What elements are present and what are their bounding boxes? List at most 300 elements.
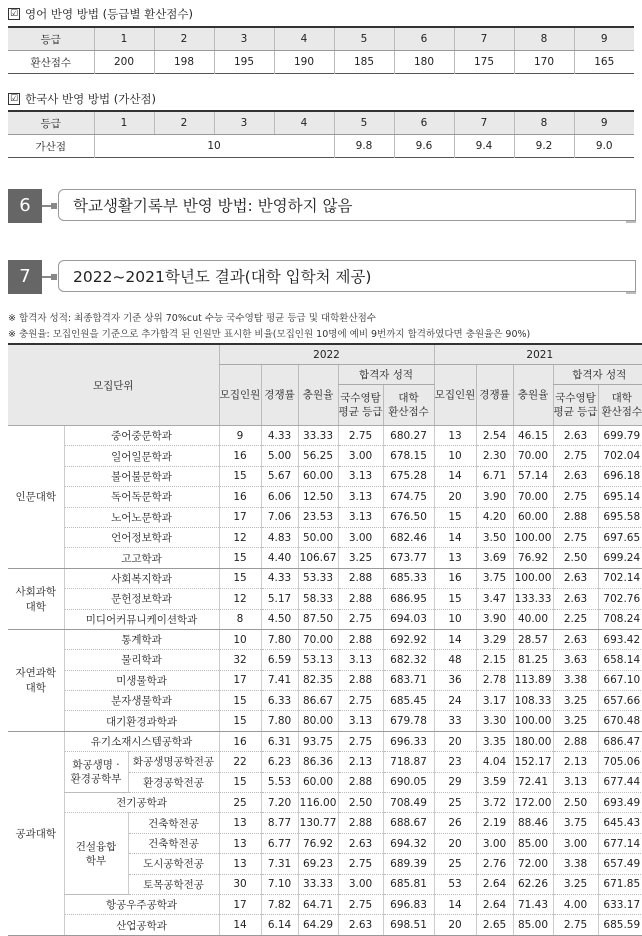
dept-cell: 산업공학과 <box>64 915 219 935</box>
value-cell: 17 <box>219 894 261 914</box>
dept-cell: 물리학과 <box>64 650 219 670</box>
value-cell: 15 <box>219 772 261 792</box>
value-cell: 2.88 <box>338 589 383 609</box>
value-cell: 12 <box>219 527 261 547</box>
bonus-cell: 9.6 <box>394 135 454 158</box>
value-cell: 36 <box>434 670 476 690</box>
value-cell: 3.25 <box>338 548 383 568</box>
value-cell: 15 <box>219 691 261 711</box>
dept-cell: 일어일문학과 <box>64 446 219 466</box>
value-cell: 2.63 <box>553 568 598 588</box>
value-cell: 25 <box>434 854 476 874</box>
fill-rate-header: 충원율 <box>513 365 553 426</box>
note-passer-scores: ※ 합격자 성적: 최종합격자 기준 상위 70%cut 수능 국수영탐 평균 등급 및 대학환산점수 <box>8 310 376 324</box>
year-2022-header: 2022 <box>219 344 434 365</box>
value-cell: 14 <box>434 527 476 547</box>
grade-cell: 3 <box>214 27 274 51</box>
value-cell: 2.54 <box>476 426 513 446</box>
value-cell: 677.44 <box>598 772 642 792</box>
value-cell: 70.00 <box>513 487 553 507</box>
connector-dot <box>51 274 57 280</box>
value-cell: 3.13 <box>338 711 383 731</box>
value-cell: 3.35 <box>476 731 513 751</box>
value-cell: 6.06 <box>261 487 298 507</box>
value-cell: 696.83 <box>383 894 434 914</box>
value-cell: 2.88 <box>338 772 383 792</box>
history-title-text: 한국사 반영 방법 (가산점) <box>25 91 156 107</box>
section-7-title: 2022~2021학년도 결과(대학 입학처 제공) <box>58 260 636 292</box>
english-grade-table <box>8 26 634 74</box>
grade-header-label: 등급 <box>8 111 94 135</box>
score-cell: 190 <box>274 51 334 74</box>
value-cell: 2.75 <box>553 527 598 547</box>
value-cell: 4.00 <box>553 894 598 914</box>
dept-cell: 도시공학전공 <box>128 854 219 874</box>
value-cell: 57.14 <box>513 466 553 486</box>
value-cell: 6.77 <box>261 833 298 853</box>
value-cell: 6.33 <box>261 691 298 711</box>
grade-header-label: 등급 <box>8 27 94 51</box>
value-cell: 76.92 <box>513 548 553 568</box>
dept-cell: 건축학전공 <box>128 813 219 833</box>
dept-cell: 불어불문학과 <box>64 466 219 486</box>
value-cell: 3.00 <box>338 446 383 466</box>
value-cell: 678.15 <box>383 446 434 466</box>
value-cell: 2.13 <box>338 752 383 772</box>
value-cell: 2.63 <box>553 629 598 649</box>
value-cell: 3.13 <box>338 650 383 670</box>
score-cell: 180 <box>394 51 454 74</box>
value-cell: 695.58 <box>598 507 642 527</box>
value-cell: 46.15 <box>513 426 553 446</box>
value-cell: 702.04 <box>598 446 642 466</box>
college-name-line: 대학 <box>26 682 46 694</box>
grade-cell: 1 <box>94 27 154 51</box>
passer-scores-header: 합격자 성적 <box>338 365 434 385</box>
header-line: 평균 등급 <box>554 406 598 418</box>
value-cell: 50.00 <box>298 527 338 547</box>
value-cell: 2.75 <box>338 426 383 446</box>
unit-header: 모집단위 <box>8 344 219 426</box>
dept-cell: 분자생물학과 <box>64 691 219 711</box>
value-cell: 2.88 <box>553 507 598 527</box>
value-cell: 7.20 <box>261 793 298 813</box>
value-cell: 22 <box>219 752 261 772</box>
recruit-header: 모집인원 <box>434 365 476 426</box>
value-cell: 76.92 <box>298 833 338 853</box>
bonus-cell: 9.2 <box>514 135 574 158</box>
value-cell: 8.77 <box>261 813 298 833</box>
dept-cell: 문헌정보학과 <box>64 589 219 609</box>
college-cell <box>8 426 64 569</box>
value-cell: 699.79 <box>598 426 642 446</box>
value-cell: 657.49 <box>598 854 642 874</box>
value-cell: 657.66 <box>598 691 642 711</box>
score-cell: 195 <box>214 51 274 74</box>
value-cell: 679.78 <box>383 711 434 731</box>
value-cell: 698.51 <box>383 915 434 935</box>
history-section-title <box>8 91 156 107</box>
value-cell: 685.45 <box>383 691 434 711</box>
value-cell: 675.28 <box>383 466 434 486</box>
value-cell: 2.75 <box>338 609 383 629</box>
college-name-line: 자연과학 <box>15 667 56 679</box>
table-row <box>8 894 642 914</box>
grade-cell: 7 <box>454 111 514 135</box>
college-name-line: 인문대학 <box>15 491 56 503</box>
bonus-row-label: 가산점 <box>8 135 94 158</box>
passer-scores-header: 합격자 성적 <box>553 365 642 385</box>
value-cell: 100.00 <box>513 711 553 731</box>
value-cell: 696.18 <box>598 466 642 486</box>
value-cell: 3.00 <box>338 874 383 894</box>
value-cell: 2.50 <box>553 548 598 568</box>
value-cell: 693.49 <box>598 793 642 813</box>
value-cell: 15 <box>219 568 261 588</box>
value-cell: 3.75 <box>553 813 598 833</box>
grade-cell: 2 <box>154 27 214 51</box>
grade-cell: 6 <box>394 27 454 51</box>
value-cell: 673.77 <box>383 548 434 568</box>
header-line: 대학 <box>398 392 418 404</box>
value-cell: 2.75 <box>553 487 598 507</box>
value-cell: 56.25 <box>298 446 338 466</box>
value-cell: 13 <box>219 833 261 853</box>
value-cell: 23 <box>434 752 476 772</box>
grade-cell: 9 <box>574 111 634 135</box>
section-number-badge: 6 <box>8 189 42 223</box>
header-line: 국수영탐 <box>555 392 596 404</box>
value-cell: 40.00 <box>513 609 553 629</box>
value-cell: 71.43 <box>513 894 553 914</box>
value-cell: 702.76 <box>598 589 642 609</box>
value-cell: 13 <box>434 426 476 446</box>
value-cell: 686.47 <box>598 731 642 751</box>
value-cell: 3.25 <box>553 874 598 894</box>
history-grade-table <box>8 110 634 158</box>
grade-cell: 4 <box>274 27 334 51</box>
college-cell <box>8 731 64 935</box>
table-row <box>8 609 642 629</box>
value-cell: 4.50 <box>261 609 298 629</box>
table-row <box>8 670 642 690</box>
value-cell: 2.88 <box>338 568 383 588</box>
value-cell: 80.00 <box>298 711 338 731</box>
value-cell: 116.00 <box>298 793 338 813</box>
value-cell: 8 <box>219 609 261 629</box>
value-cell: 9 <box>219 426 261 446</box>
value-cell: 674.75 <box>383 487 434 507</box>
value-cell: 4.40 <box>261 548 298 568</box>
table-row <box>8 915 642 935</box>
value-cell: 152.17 <box>513 752 553 772</box>
table-row <box>8 426 642 446</box>
grade-cell: 8 <box>514 111 574 135</box>
grade-cell: 5 <box>334 111 394 135</box>
value-cell: 72.00 <box>513 854 553 874</box>
value-cell: 708.24 <box>598 609 642 629</box>
dept-cell: 전기공학과 <box>64 793 219 813</box>
value-cell: 694.32 <box>383 833 434 853</box>
value-cell: 13 <box>434 548 476 568</box>
value-cell: 58.33 <box>298 589 338 609</box>
value-cell: 33.33 <box>298 426 338 446</box>
value-cell: 685.81 <box>383 874 434 894</box>
value-cell: 2.63 <box>338 833 383 853</box>
value-cell: 4.33 <box>261 568 298 588</box>
dept-cell: 언어정보학과 <box>64 527 219 547</box>
value-cell: 13 <box>219 854 261 874</box>
value-cell: 7.41 <box>261 670 298 690</box>
dept-cell: 사회복지학과 <box>64 568 219 588</box>
bonus-cell: 9.4 <box>454 135 514 158</box>
value-cell: 60.00 <box>298 466 338 486</box>
dept-cell: 화공생명공학전공 <box>128 752 219 772</box>
value-cell: 88.46 <box>513 813 553 833</box>
value-cell: 17 <box>219 670 261 690</box>
value-cell: 671.85 <box>598 874 642 894</box>
year-2021-header: 2021 <box>434 344 642 365</box>
value-cell: 3.13 <box>553 772 598 792</box>
value-cell: 14 <box>434 466 476 486</box>
grade-cell: 6 <box>394 111 454 135</box>
table-row <box>8 527 642 547</box>
value-cell: 60.00 <box>298 772 338 792</box>
value-cell: 645.43 <box>598 813 642 833</box>
value-cell: 7.06 <box>261 507 298 527</box>
value-cell: 130.77 <box>298 813 338 833</box>
value-cell: 5.67 <box>261 466 298 486</box>
value-cell: 33 <box>434 711 476 731</box>
value-cell: 15 <box>434 507 476 527</box>
univ-score-header <box>598 385 642 426</box>
value-cell: 2.64 <box>476 894 513 914</box>
value-cell: 100.00 <box>513 527 553 547</box>
value-cell: 10 <box>434 446 476 466</box>
value-cell: 2.88 <box>553 731 598 751</box>
table-row <box>8 548 642 568</box>
recruit-header: 모집인원 <box>219 365 261 426</box>
value-cell: 5.00 <box>261 446 298 466</box>
value-cell: 23.53 <box>298 507 338 527</box>
value-cell: 106.67 <box>298 548 338 568</box>
value-cell: 25 <box>434 793 476 813</box>
section-7-banner <box>8 260 636 294</box>
table-row <box>8 446 642 466</box>
grade-cell: 5 <box>334 27 394 51</box>
value-cell: 26 <box>434 813 476 833</box>
checkbox-icon: ☑ <box>8 93 20 105</box>
value-cell: 705.06 <box>598 752 642 772</box>
value-cell: 2.19 <box>476 813 513 833</box>
value-cell: 6.31 <box>261 731 298 751</box>
value-cell: 2.63 <box>553 466 598 486</box>
value-cell: 686.95 <box>383 589 434 609</box>
value-cell: 658.14 <box>598 650 642 670</box>
value-cell: 3.75 <box>476 568 513 588</box>
value-cell: 30 <box>219 874 261 894</box>
value-cell: 685.59 <box>598 915 642 935</box>
sub-division-line: 건설융합 <box>76 841 117 853</box>
value-cell: 48 <box>434 650 476 670</box>
value-cell: 62.26 <box>513 874 553 894</box>
value-cell: 702.14 <box>598 568 642 588</box>
value-cell: 4.04 <box>476 752 513 772</box>
value-cell: 53.13 <box>298 650 338 670</box>
score-cell: 198 <box>154 51 214 74</box>
value-cell: 7.31 <box>261 854 298 874</box>
checkbox-icon: ☑ <box>8 8 20 20</box>
college-name-line: 사회과학 <box>15 586 56 598</box>
value-cell: 20 <box>434 833 476 853</box>
english-title-text: 영어 반영 방법 (등급별 환산점수) <box>25 6 193 22</box>
dept-cell: 중어중문학과 <box>64 426 219 446</box>
bonus-cell: 9.0 <box>574 135 634 158</box>
value-cell: 3.13 <box>338 507 383 527</box>
value-cell: 2.75 <box>553 915 598 935</box>
value-cell: 16 <box>219 446 261 466</box>
score-cell: 185 <box>334 51 394 74</box>
value-cell: 82.35 <box>298 670 338 690</box>
value-cell: 13 <box>219 813 261 833</box>
value-cell: 683.71 <box>383 670 434 690</box>
value-cell: 53 <box>434 874 476 894</box>
grade-cell: 1 <box>94 111 154 135</box>
value-cell: 70.00 <box>298 629 338 649</box>
value-cell: 12.50 <box>298 487 338 507</box>
grade-cell: 9 <box>574 27 634 51</box>
value-cell: 20 <box>434 487 476 507</box>
value-cell: 12 <box>219 589 261 609</box>
fill-rate-header: 충원율 <box>298 365 338 426</box>
value-cell: 3.13 <box>338 466 383 486</box>
value-cell: 7.80 <box>261 711 298 731</box>
college-name-line: 공과대학 <box>15 828 56 840</box>
value-cell: 7.80 <box>261 629 298 649</box>
header-line: 환산점수 <box>388 406 429 418</box>
value-cell: 6.71 <box>476 466 513 486</box>
value-cell: 3.13 <box>338 487 383 507</box>
results-body <box>8 426 642 936</box>
dept-cell: 유기소재시스템공학과 <box>64 731 219 751</box>
value-cell: 3.17 <box>476 691 513 711</box>
value-cell: 3.63 <box>553 650 598 670</box>
table-row <box>8 711 642 731</box>
bonus-merged-cell: 10 <box>94 135 334 158</box>
table-row <box>8 752 642 772</box>
value-cell: 2.65 <box>476 915 513 935</box>
value-cell: 697.65 <box>598 527 642 547</box>
value-cell: 2.50 <box>553 793 598 813</box>
value-cell: 93.75 <box>298 731 338 751</box>
value-cell: 108.33 <box>513 691 553 711</box>
value-cell: 5.53 <box>261 772 298 792</box>
avg-grade-header <box>338 385 383 426</box>
dept-cell: 환경공학전공 <box>128 772 219 792</box>
value-cell: 682.46 <box>383 527 434 547</box>
value-cell: 2.75 <box>338 691 383 711</box>
section-6-title: 학교생활기록부 반영 방법: 반영하지 않음 <box>58 189 636 221</box>
value-cell: 113.89 <box>513 670 553 690</box>
value-cell: 2.75 <box>553 446 598 466</box>
value-cell: 694.03 <box>383 609 434 629</box>
value-cell: 3.47 <box>476 589 513 609</box>
grade-cell: 4 <box>274 111 334 135</box>
note-fill-rate: ※ 충원율: 모집인원을 기준으로 추가합격 된 인원만 표시한 비율(모집인원 10명에 예비 9번까지 합격하였다면 충원율은 90%) <box>8 326 530 340</box>
value-cell: 20 <box>434 915 476 935</box>
value-cell: 3.30 <box>476 711 513 731</box>
value-cell: 100.00 <box>513 568 553 588</box>
value-cell: 2.88 <box>338 813 383 833</box>
header-line: 평균 등급 <box>339 406 383 418</box>
value-cell: 81.25 <box>513 650 553 670</box>
sub-division-cell <box>64 752 128 793</box>
value-cell: 3.00 <box>476 833 513 853</box>
value-cell: 2.75 <box>338 854 383 874</box>
value-cell: 3.38 <box>553 854 598 874</box>
score-cell: 200 <box>94 51 154 74</box>
results-table <box>8 343 642 936</box>
value-cell: 2.75 <box>338 731 383 751</box>
value-cell: 87.50 <box>298 609 338 629</box>
table-row <box>8 731 642 751</box>
value-cell: 180.00 <box>513 731 553 751</box>
value-cell: 2.64 <box>476 874 513 894</box>
table-row <box>8 813 642 833</box>
value-cell: 2.50 <box>338 793 383 813</box>
dept-cell: 통계학과 <box>64 629 219 649</box>
value-cell: 2.75 <box>338 894 383 914</box>
sub-division-line: 학부 <box>86 855 106 867</box>
value-cell: 133.33 <box>513 589 553 609</box>
value-cell: 53.33 <box>298 568 338 588</box>
value-cell: 718.87 <box>383 752 434 772</box>
dept-cell: 독어독문학과 <box>64 487 219 507</box>
value-cell: 6.14 <box>261 915 298 935</box>
grade-cell: 2 <box>154 111 214 135</box>
header-line: 환산점수 <box>602 406 642 418</box>
value-cell: 2.30 <box>476 446 513 466</box>
score-cell: 165 <box>574 51 634 74</box>
value-cell: 60.00 <box>513 507 553 527</box>
value-cell: 695.14 <box>598 487 642 507</box>
value-cell: 20 <box>434 731 476 751</box>
value-cell: 682.32 <box>383 650 434 670</box>
header-line: 대학 <box>612 392 632 404</box>
grade-cell: 3 <box>214 111 274 135</box>
value-cell: 708.49 <box>383 793 434 813</box>
value-cell: 16 <box>219 487 261 507</box>
value-cell: 2.15 <box>476 650 513 670</box>
value-cell: 4.33 <box>261 426 298 446</box>
section-number-badge: 7 <box>8 260 42 294</box>
value-cell: 15 <box>219 548 261 568</box>
value-cell: 676.50 <box>383 507 434 527</box>
value-cell: 3.25 <box>553 691 598 711</box>
college-cell <box>8 629 64 731</box>
value-cell: 3.69 <box>476 548 513 568</box>
value-cell: 86.36 <box>298 752 338 772</box>
value-cell: 32 <box>219 650 261 670</box>
value-cell: 10 <box>434 609 476 629</box>
value-cell: 2.63 <box>553 426 598 446</box>
dept-cell: 미디어커뮤니케이션학과 <box>64 609 219 629</box>
table-row <box>8 507 642 527</box>
value-cell: 7.10 <box>261 874 298 894</box>
value-cell: 667.10 <box>598 670 642 690</box>
value-cell: 692.92 <box>383 629 434 649</box>
value-cell: 86.67 <box>298 691 338 711</box>
